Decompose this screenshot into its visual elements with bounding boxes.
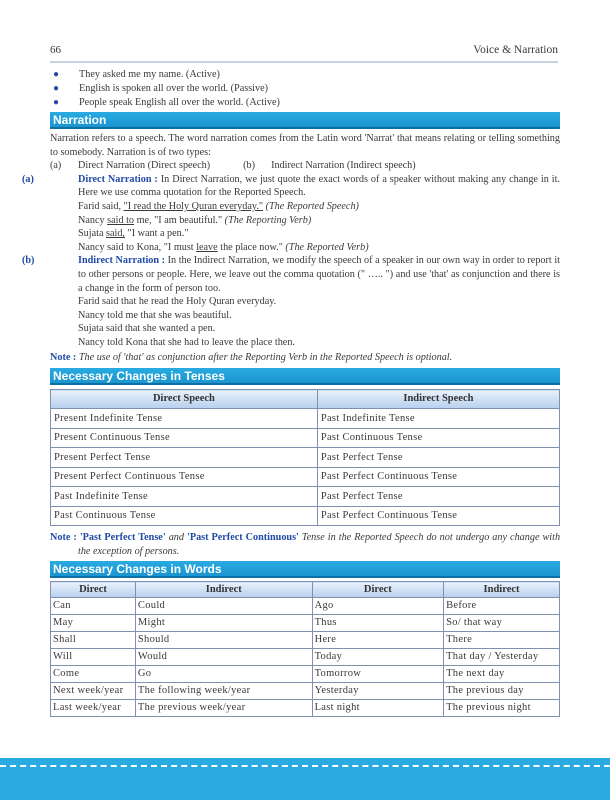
table-row: Present Continuous Tense Past Continuous Tense — [51, 428, 560, 448]
list-item: ● They asked me my name. (Active) — [53, 69, 220, 80]
page-header — [50, 44, 558, 58]
page-content — [22, 68, 561, 717]
list-item: Nancy told me that she was beautiful. — [78, 309, 232, 321]
table-row: Present Indefinite Tense Past Indefinite Tense — [51, 409, 560, 429]
list-item: Nancy told Kona that she had to leave the place then. — [78, 336, 295, 348]
column-header: Direct — [312, 582, 444, 598]
words-heading: Necessary Changes in Words — [50, 561, 560, 578]
tenses-table — [50, 389, 560, 526]
narration-intro: Narration refers to a speech. The word narration comes from the Latin word 'Narrat' that means relating or telling something to somebody. Narration is of two types: — [50, 133, 560, 158]
indirect-narration-term: Indirect Narration : — [78, 255, 166, 267]
footer-dashed-line — [0, 765, 610, 767]
table-row: Present Perfect Tense Past Perfect Tense — [51, 448, 560, 468]
list-item: Sujata said, "I want a pen." — [78, 228, 189, 240]
narration-types: (a) Direct Narration (Direct speech) (b) Indirect Narration (Indirect speech) — [50, 160, 416, 172]
list-item: Nancy said to Kona, "I must leave the place now." (The Reported Verb) — [78, 241, 369, 253]
table-row: Will Would Today That day / Yesterday — [51, 649, 560, 666]
column-header: Direct Speech — [51, 390, 318, 409]
narration-section — [22, 132, 560, 364]
table-row: Next week/year The following week/year Yesterday The previous day — [51, 683, 560, 700]
indirect-examples — [50, 295, 560, 349]
column-header: Indirect — [444, 582, 560, 598]
table-row: Come Go Tomorrow The next day — [51, 666, 560, 683]
indirect-narration-definition: (b) Indirect Narration : In the Indirect Narration, we modify the speech of a speaker in our own way in order to report it to other persons or people. Here, we leave out the comma quotation (" ….. ") and use 'that' as conjunction and there is a change in the form of person too. — [22, 255, 560, 294]
table-row: Past Indefinite Tense Past Perfect Tense — [51, 487, 560, 507]
column-header: Indirect Speech — [317, 390, 559, 409]
bullet-icon: ● — [53, 69, 60, 80]
list-item: Sujata said that she wanted a pen. — [78, 323, 216, 335]
table-row: Past Continuous Tense Past Perfect Continuous Tense — [51, 506, 560, 526]
column-header: Indirect — [135, 582, 312, 598]
table-row: Can Could Ago Before — [51, 598, 560, 615]
words-table — [50, 581, 560, 717]
list-item: ● People speak English all over the world. (Active) — [53, 97, 280, 108]
list-item: Nancy said to me, "I am beautiful." (The Reporting Verb) — [78, 214, 312, 226]
list-item: ● English is spoken all over the world. (Passive) — [53, 83, 269, 94]
header-rule — [50, 61, 558, 63]
direct-narration-term: Direct Narration : — [78, 173, 158, 185]
column-header: Direct — [51, 582, 136, 598]
bullet-icon: ● — [53, 97, 60, 108]
list-item: Farid said that he read the Holy Quran everyday. — [78, 296, 277, 308]
direct-examples — [50, 200, 560, 254]
tenses-heading: Necessary Changes in Tenses — [50, 368, 560, 385]
tenses-note: Note : 'Past Perfect Tense' and 'Past Perfect Continuous' Tense in the Reported Speech do not undergo any change with the exception of persons. — [50, 532, 561, 557]
example-bullet-list — [50, 68, 560, 110]
narration-heading: Narration — [50, 112, 560, 129]
narration-note: Note : The use of 'that' as conjunction after the Reporting Verb in the Reported Speech is optional. — [50, 351, 453, 363]
bullet-icon: ● — [53, 83, 60, 94]
table-row: Shall Should Here There — [51, 632, 560, 649]
page-number: 66 — [50, 44, 61, 56]
table-row: Last week/year The previous week/year Last night The previous night — [51, 700, 560, 717]
table-row: May Might Thus So/ that way — [51, 615, 560, 632]
running-title: Voice & Narration — [473, 44, 558, 56]
table-row: Present Perfect Continuous Tense Past Perfect Continuous Tense — [51, 467, 560, 487]
list-item: Farid said, "I read the Holy Quran everyday." (The Reported Speech) — [78, 200, 359, 212]
direct-narration-definition: (a) Direct Narration : In Direct Narration, we just quote the exact words of a speaker without making any change in it. Here we use comma quotation for the Reported Speech. — [22, 173, 560, 199]
